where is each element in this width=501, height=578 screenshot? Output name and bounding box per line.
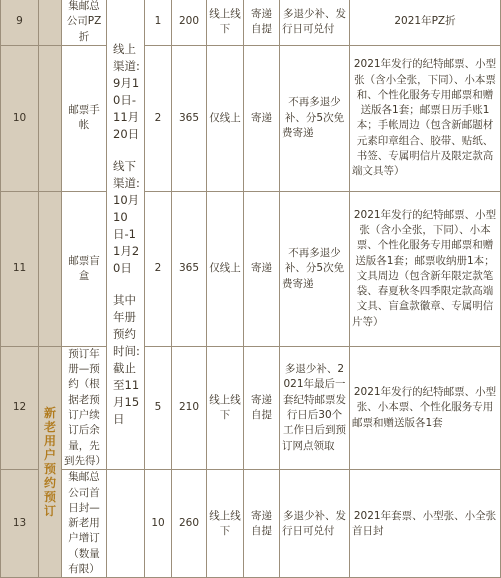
offline-channel-dates: 10月10日-11月20日 — [113, 192, 140, 275]
online-channel-dates: 9月10日-11月20日 — [113, 75, 140, 141]
sale-period-cell — [107, 0, 145, 470]
refund-terms: 多退少补、2021年最后一套纪特邮票发行日后30个工作日后到预订网点领取 — [280, 346, 350, 469]
product-content: 2021年发行的纪特邮票、小型张、小本票、个性化服务专用邮票和赠送版各1套 — [350, 346, 501, 469]
yearbook-period-label: 其中年册预约时间: — [113, 292, 140, 358]
quantity: 1 — [145, 0, 172, 45]
group-label: 新老用户预约预订 — [43, 406, 56, 519]
online-channel-label: 线上渠道: — [113, 41, 140, 73]
table-row — [1, 0, 501, 45]
price: 365 — [172, 191, 207, 346]
delivery-method: 寄递 — [244, 45, 280, 191]
refund-terms: 不再多退少补、分5次免费寄递 — [280, 45, 350, 191]
delivery-method: 寄递 — [244, 191, 280, 346]
yearbook-period-dates: 截止至11月15日 — [113, 360, 140, 426]
product-content: 2021年套票、小型张、小全张首日封 — [350, 470, 501, 578]
row-number: 9 — [1, 0, 39, 45]
product-name: 预订年册—预约（根据老预订户续订后余量，先到先得） — [62, 346, 107, 469]
sales-channel: 线上线下 — [207, 346, 244, 469]
quantity: 10 — [145, 470, 172, 578]
sales-channel: 线上线下 — [207, 0, 244, 45]
sales-channel: 线上线下 — [207, 470, 244, 578]
group-cell — [39, 45, 62, 191]
refund-terms: 多退少补、发行日可兑付 — [280, 470, 350, 578]
sale-period-cell — [107, 470, 145, 578]
sales-channel: 仅线上 — [207, 191, 244, 346]
delivery-method: 寄递自提 — [244, 0, 280, 45]
product-name: 集邮总公司首日封—新老用户增订（数量有限） — [62, 470, 107, 578]
table-row — [1, 191, 501, 346]
price: 200 — [172, 0, 207, 45]
product-name: 邮票盲盒 — [62, 191, 107, 346]
table-row — [1, 45, 501, 191]
group-cell — [39, 191, 62, 346]
sale-period — [109, 41, 142, 428]
group-cell — [39, 0, 62, 45]
product-name: 邮票手帐 — [62, 45, 107, 191]
table-row — [1, 346, 501, 469]
sales-channel: 仅线上 — [207, 45, 244, 191]
quantity: 5 — [145, 346, 172, 469]
row-number: 10 — [1, 45, 39, 191]
product-content: 2021年PZ折 — [350, 0, 501, 45]
group-label-cell — [39, 346, 62, 577]
delivery-method: 寄递自提 — [244, 470, 280, 578]
row-number: 12 — [1, 346, 39, 469]
product-name: 集邮总公司PZ折 — [62, 0, 107, 45]
offline-channel-label: 线下渠道: — [113, 158, 140, 190]
price: 260 — [172, 470, 207, 578]
delivery-method: 寄递自提 — [244, 346, 280, 469]
product-content: 2021年发行的纪特邮票、小型张（含小全张，下同）、小本票、个性化服务专用邮票和赠送版各1套；邮票收纳册1本；文具周边（包含新年限定款笔袋、春夏秋冬四季限定款高端文具、盲盒款徽章、专属明信片等） — [350, 191, 501, 346]
product-content: 2021年发行的纪特邮票、小型张（含小全张，下同）、小本票和、个性化服务专用邮票和赠送版各1套；邮票日历手账1本；手帐周边（包含新邮题材元素印章组合、胶带、贴纸、书签、专属明信片及限定款高端文具等） — [350, 45, 501, 191]
refund-terms: 不再多退少补、分5次免费寄递 — [280, 191, 350, 346]
row-number: 13 — [1, 470, 39, 578]
price: 210 — [172, 346, 207, 469]
price: 365 — [172, 45, 207, 191]
row-number: 11 — [1, 191, 39, 346]
table-row — [1, 470, 501, 578]
quantity: 2 — [145, 191, 172, 346]
quantity: 2 — [145, 45, 172, 191]
refund-terms: 多退少补、发行日可兑付 — [280, 0, 350, 45]
